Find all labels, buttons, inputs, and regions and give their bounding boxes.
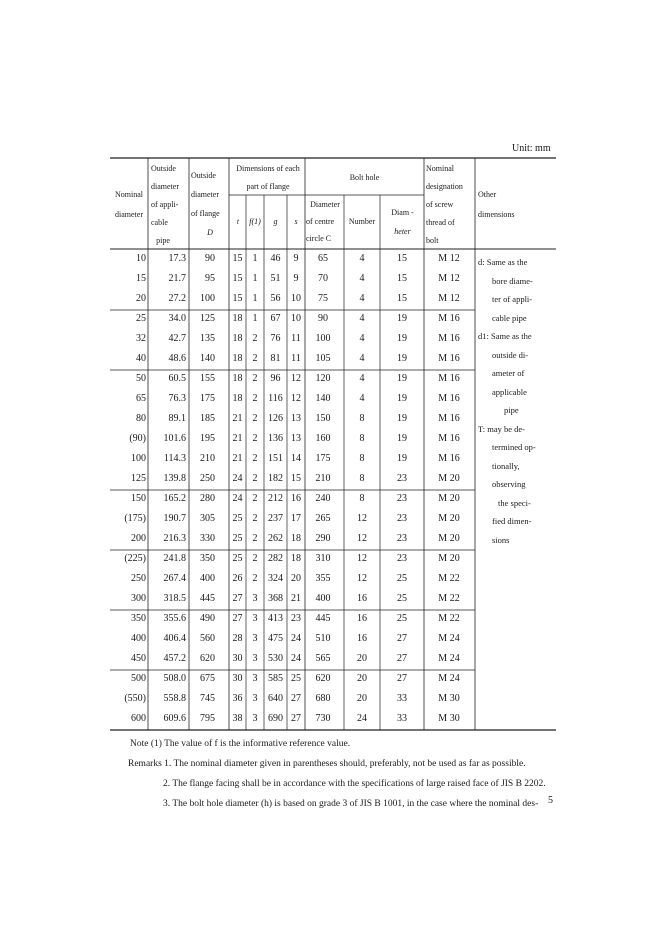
cell-outside-pipe: 48.6 [168,353,186,364]
cell-nominal: 250 [131,573,146,584]
cell-nominal: 50 [136,373,146,384]
cell-s: 18 [291,553,301,564]
cell-t: 18 [232,393,243,404]
cell-f: 3 [252,633,258,644]
cell-g: 96 [270,373,281,384]
cell-nominal: 500 [131,673,146,684]
cell-g: 56 [270,293,281,304]
cell-designation: M 16 [438,413,460,424]
cell-g: 46 [270,253,281,264]
cell-hole-diameter: 23 [397,533,407,544]
cell-nominal: 25 [136,313,146,324]
cell-number: 8 [359,413,365,424]
cell-outside-pipe: 457.2 [163,653,186,664]
cell-number: 8 [359,433,365,444]
cell-s: 25 [291,673,301,684]
other-dimensions-text: d: Same as the bore diame- ter of appli- cable pipe d1: Same as the outside di- ameter of applicable pipe T: may be de- termined op- tionally, observing the speci- fied dimen- sions [478,257,536,545]
cell-number: 4 [359,253,365,264]
cell-centre-circle: 310 [315,553,331,564]
cell-designation: M 30 [438,693,460,704]
cell-designation: M 16 [438,313,460,324]
cell-s: 27 [291,693,301,704]
cell-hole-diameter: 15 [397,253,407,264]
cell-centre-circle: 120 [315,373,331,384]
cell-centre-circle: 140 [315,393,331,404]
cell-centre-circle: 290 [315,533,331,544]
cell-g: 182 [268,473,283,484]
cell-t: 25 [232,553,243,564]
cell-designation: M 22 [438,573,460,584]
cell-t: 36 [232,693,243,704]
cell-hole-diameter: 15 [397,273,407,284]
cell-outside-pipe: 114.3 [163,453,186,464]
cell-outside-flange: 210 [200,453,215,464]
cell-hole-diameter: 25 [397,613,407,624]
cell-outside-pipe: 190.7 [163,513,186,524]
cell-centre-circle: 90 [318,313,328,324]
cell-number: 4 [359,293,365,304]
cell-f: 2 [252,353,258,364]
cell-designation: M 12 [438,253,460,264]
cell-g: 585 [268,673,283,684]
cell-outside-flange: 100 [200,293,215,304]
cell-hole-diameter: 19 [397,413,407,424]
cell-outside-pipe: 60.5 [168,373,186,384]
cell-t: 18 [232,313,243,324]
cell-outside-flange: 675 [200,673,215,684]
cell-t: 18 [232,353,243,364]
cell-number: 4 [359,353,365,364]
cell-hole-diameter: 19 [397,433,407,444]
cell-g: 116 [268,393,283,404]
cell-designation: M 16 [438,333,460,344]
cell-hole-diameter: 23 [397,493,407,504]
cell-outside-flange: 445 [200,593,215,604]
cell-centre-circle: 75 [318,293,328,304]
cell-nominal: 200 [131,533,146,544]
cell-outside-flange: 400 [200,573,215,584]
cell-outside-pipe: 355.6 [163,613,186,624]
cell-g: 324 [268,573,283,584]
cell-outside-pipe: 76.3 [168,393,186,404]
cell-g: 151 [268,453,283,464]
header-nominal: Nominal diameter [115,190,143,219]
cell-designation: M 20 [438,493,460,504]
cell-f: 3 [252,693,258,704]
cell-centre-circle: 355 [315,573,331,584]
cell-outside-flange: 490 [200,613,215,624]
cell-designation: M 20 [438,513,460,524]
cell-f: 2 [252,513,258,524]
cell-hole-diameter: 23 [397,473,407,484]
header-centre-circle: Diameter of centre circle C [306,200,340,243]
cell-hole-diameter: 15 [397,293,407,304]
cell-outside-pipe: 42.7 [168,333,186,344]
cell-outside-pipe: 267.4 [163,573,186,584]
cell-outside-flange: 560 [200,633,215,644]
cell-f: 2 [252,533,258,544]
cell-s: 11 [291,333,301,344]
note-1: Note (1) The value of f is the informative reference value. [130,739,351,749]
header-nominal-designation: Nominal designation of screw thread of bolt [426,164,463,245]
cell-outside-pipe: 101.6 [163,433,186,444]
cell-number: 8 [359,453,365,464]
cell-s: 16 [291,493,301,504]
cell-nominal: 450 [131,653,146,664]
cell-outside-flange: 125 [200,313,215,324]
cell-designation: M 20 [438,553,460,564]
cell-centre-circle: 510 [315,633,331,644]
cell-designation: M 16 [438,373,460,384]
cell-nominal: 80 [136,413,146,424]
cell-outside-pipe: 89.1 [168,413,186,424]
cell-s: 18 [291,533,301,544]
cell-g: 76 [270,333,281,344]
cell-s: 10 [291,313,301,324]
cell-outside-flange: 305 [200,513,215,524]
cell-centre-circle: 105 [315,353,331,364]
cell-hole-diameter: 25 [397,593,407,604]
cell-number: 4 [359,333,365,344]
cell-outside-pipe: 609.6 [163,713,186,724]
remark-2: 2. The flange facing shall be in accordance with the specifications of large raised face of JIS B 2202. [163,779,546,789]
cell-t: 18 [232,333,243,344]
cell-t: 15 [232,293,243,304]
cell-number: 20 [357,653,367,664]
cell-hole-diameter: 27 [397,633,407,644]
cell-number: 4 [359,313,365,324]
cell-g: 67 [270,313,281,324]
remark-3: 3. The bolt hole diameter (h) is based on grade 3 of JIS B 1001, in the case where the nominal des- [163,799,539,809]
header-t: t [236,217,240,226]
cell-g: 126 [268,413,283,424]
cell-hole-diameter: 19 [397,373,407,384]
cell-f: 1 [252,253,258,264]
cell-number: 4 [359,393,365,404]
cell-hole-diameter: 23 [397,513,407,524]
cell-centre-circle: 565 [315,653,331,664]
cell-s: 12 [291,373,301,384]
cell-hole-diameter: 19 [397,353,407,364]
cell-t: 15 [232,253,243,264]
cell-nominal: (175) [124,513,146,524]
cell-centre-circle: 620 [315,673,331,684]
cell-centre-circle: 175 [315,453,331,464]
header-f: f(1) [249,217,261,226]
cell-g: 530 [268,653,283,664]
cell-f: 3 [252,713,258,724]
cell-g: 475 [268,633,283,644]
cell-nominal: 32 [136,333,146,344]
header-outside-pipe: Outside diameter of appli- cable pipe [151,164,179,245]
cell-hole-diameter: 19 [397,313,407,324]
cell-f: 2 [252,573,258,584]
cell-f: 3 [252,673,258,684]
cell-centre-circle: 400 [315,593,331,604]
cell-f: 2 [252,453,258,464]
cell-hole-diameter: 33 [397,693,407,704]
header-other-dimensions: Other dimensions [478,190,515,219]
cell-outside-pipe: 165.2 [163,493,186,504]
cell-number: 24 [357,713,367,724]
cell-s: 17 [291,513,301,524]
cell-number: 12 [357,553,367,564]
cell-centre-circle: 730 [315,713,331,724]
cell-g: 237 [268,513,283,524]
cell-outside-pipe: 17.3 [168,253,186,264]
cell-outside-pipe: 34.0 [168,313,186,324]
cell-centre-circle: 445 [315,613,331,624]
cell-number: 12 [357,513,367,524]
cell-centre-circle: 70 [318,273,328,284]
cell-f: 1 [252,293,258,304]
cell-g: 262 [268,533,283,544]
cell-t: 38 [232,713,243,724]
cell-nominal: 20 [136,293,146,304]
cell-nominal: 400 [131,633,146,644]
header-number: Number [348,217,376,226]
cell-outside-flange: 140 [200,353,215,364]
cell-designation: M 20 [438,533,460,544]
cell-hole-diameter: 27 [397,653,407,664]
cell-designation: M 16 [438,393,460,404]
cell-t: 21 [232,413,243,424]
cell-s: 23 [291,613,301,624]
cell-t: 26 [232,573,243,584]
cell-t: 27 [232,613,243,624]
cell-outside-pipe: 21.7 [168,273,186,284]
cell-nominal: (225) [124,553,146,564]
cell-outside-flange: 195 [200,433,215,444]
cell-number: 4 [359,273,365,284]
cell-s: 27 [291,713,301,724]
cell-t: 27 [232,593,243,604]
cell-number: 8 [359,493,365,504]
cell-designation: M 30 [438,713,460,724]
cell-number: 4 [359,373,365,384]
header-s: s [294,217,298,226]
cell-outside-flange: 95 [205,273,215,284]
cell-nominal: 15 [136,273,146,284]
cell-outside-flange: 745 [200,693,215,704]
cell-nominal: 350 [131,613,146,624]
cell-t: 28 [232,633,243,644]
cell-g: 640 [268,693,283,704]
cell-s: 12 [291,393,301,404]
cell-s: 9 [293,253,299,264]
cell-f: 3 [252,653,258,664]
cell-g: 136 [268,433,283,444]
cell-centre-circle: 680 [315,693,331,704]
cell-f: 2 [252,413,258,424]
cell-centre-circle: 240 [315,493,331,504]
cell-centre-circle: 265 [315,513,331,524]
unit-label: Unit: mm [512,143,551,154]
cell-t: 30 [232,673,243,684]
cell-nominal: 100 [131,453,146,464]
cell-nominal: 65 [136,393,146,404]
cell-hole-diameter: 19 [397,393,407,404]
cell-f: 1 [252,273,258,284]
cell-hole-diameter: 19 [397,333,407,344]
header-diam: Diam - heter [391,208,414,236]
cell-outside-flange: 280 [200,493,215,504]
cell-outside-pipe: 406.4 [163,633,186,644]
cell-centre-circle: 210 [315,473,331,484]
cell-nominal: 40 [136,353,146,364]
cell-s: 21 [291,593,301,604]
cell-number: 20 [357,673,367,684]
header-bolt-hole: Bolt hole [349,173,380,182]
cell-centre-circle: 150 [315,413,331,424]
cell-s: 24 [291,653,301,664]
cell-f: 2 [252,333,258,344]
cell-f: 3 [252,613,258,624]
cell-s: 13 [291,413,301,424]
cell-number: 20 [357,693,367,704]
cell-t: 24 [232,493,243,504]
cell-designation: M 16 [438,453,460,464]
cell-outside-pipe: 558.8 [163,693,186,704]
cell-s: 15 [291,473,301,484]
cell-nominal: (550) [124,693,146,704]
cell-centre-circle: 100 [315,333,331,344]
cell-g: 81 [270,353,281,364]
cell-s: 20 [291,573,301,584]
cell-designation: M 24 [438,633,460,644]
notes-section [128,734,546,814]
cell-t: 30 [232,653,243,664]
cell-nominal: (90) [129,433,146,444]
cell-f: 2 [252,373,258,384]
cell-number: 16 [357,593,367,604]
cell-outside-pipe: 27.2 [168,293,186,304]
cell-outside-pipe: 508.0 [163,673,186,684]
cell-outside-flange: 175 [200,393,215,404]
cell-f: 3 [252,593,258,604]
cell-outside-flange: 90 [205,253,215,264]
cell-outside-flange: 185 [200,413,215,424]
cell-designation: M 22 [438,593,460,604]
cell-designation: M 22 [438,613,460,624]
cell-hole-diameter: 19 [397,453,407,464]
cell-g: 368 [268,593,283,604]
cell-t: 25 [232,513,243,524]
cell-number: 8 [359,473,365,484]
header-g: g [273,217,278,226]
cell-outside-flange: 250 [200,473,215,484]
cell-outside-flange: 135 [200,333,215,344]
cell-f: 2 [252,553,258,564]
cell-number: 12 [357,533,367,544]
cell-hole-diameter: 33 [397,713,407,724]
cell-outside-flange: 155 [200,373,215,384]
cell-outside-flange: 795 [200,713,215,724]
cell-nominal: 125 [131,473,146,484]
cell-f: 1 [252,313,258,324]
cell-nominal: 300 [131,593,146,604]
cell-t: 21 [232,433,243,444]
header-dimensions-part: Dimensions of each part of flange [236,164,300,191]
cell-designation: M 24 [438,653,460,664]
cell-t: 15 [232,273,243,284]
cell-s: 10 [291,293,301,304]
cell-outside-pipe: 241.8 [163,553,186,564]
cell-designation: M 12 [438,293,460,304]
cell-t: 24 [232,473,243,484]
cell-g: 282 [268,553,283,564]
cell-outside-pipe: 139.8 [163,473,186,484]
cell-nominal: 10 [136,253,146,264]
header-outside-flange: Outside diameter of flange D [191,171,220,237]
cell-outside-flange: 350 [200,553,215,564]
cell-s: 13 [291,433,301,444]
cell-s: 11 [291,353,301,364]
cell-nominal: 600 [131,713,146,724]
cell-number: 16 [357,613,367,624]
cell-nominal: 150 [131,493,146,504]
cell-t: 25 [232,533,243,544]
cell-centre-circle: 65 [318,253,328,264]
cell-g: 212 [268,493,283,504]
cell-designation: M 12 [438,273,460,284]
cell-g: 413 [268,613,283,624]
cell-t: 18 [232,373,243,384]
cell-designation: M 16 [438,353,460,364]
cell-f: 2 [252,393,258,404]
cell-g: 690 [268,713,283,724]
cell-hole-diameter: 25 [397,573,407,584]
cell-s: 9 [293,273,299,284]
cell-centre-circle: 160 [315,433,331,444]
cell-outside-pipe: 216.3 [163,533,186,544]
cell-outside-flange: 620 [200,653,215,664]
remark-1: Remarks 1. The nominal diameter given in parentheses should, preferably, not be used as far as possible. [128,759,526,769]
cell-outside-pipe: 318.5 [163,593,186,604]
cell-hole-diameter: 23 [397,553,407,564]
cell-outside-flange: 330 [200,533,215,544]
cell-f: 2 [252,473,258,484]
cell-s: 24 [291,633,301,644]
cell-t: 21 [232,453,243,464]
cell-designation: M 16 [438,433,460,444]
cell-g: 51 [270,273,281,284]
cell-s: 14 [291,453,301,464]
cell-number: 12 [357,573,367,584]
cell-number: 16 [357,633,367,644]
cell-designation: M 20 [438,473,460,484]
cell-designation: M 24 [438,673,460,684]
cell-f: 2 [252,433,258,444]
page-number: 5 [548,795,553,806]
cell-f: 2 [252,493,258,504]
cell-hole-diameter: 27 [397,673,407,684]
